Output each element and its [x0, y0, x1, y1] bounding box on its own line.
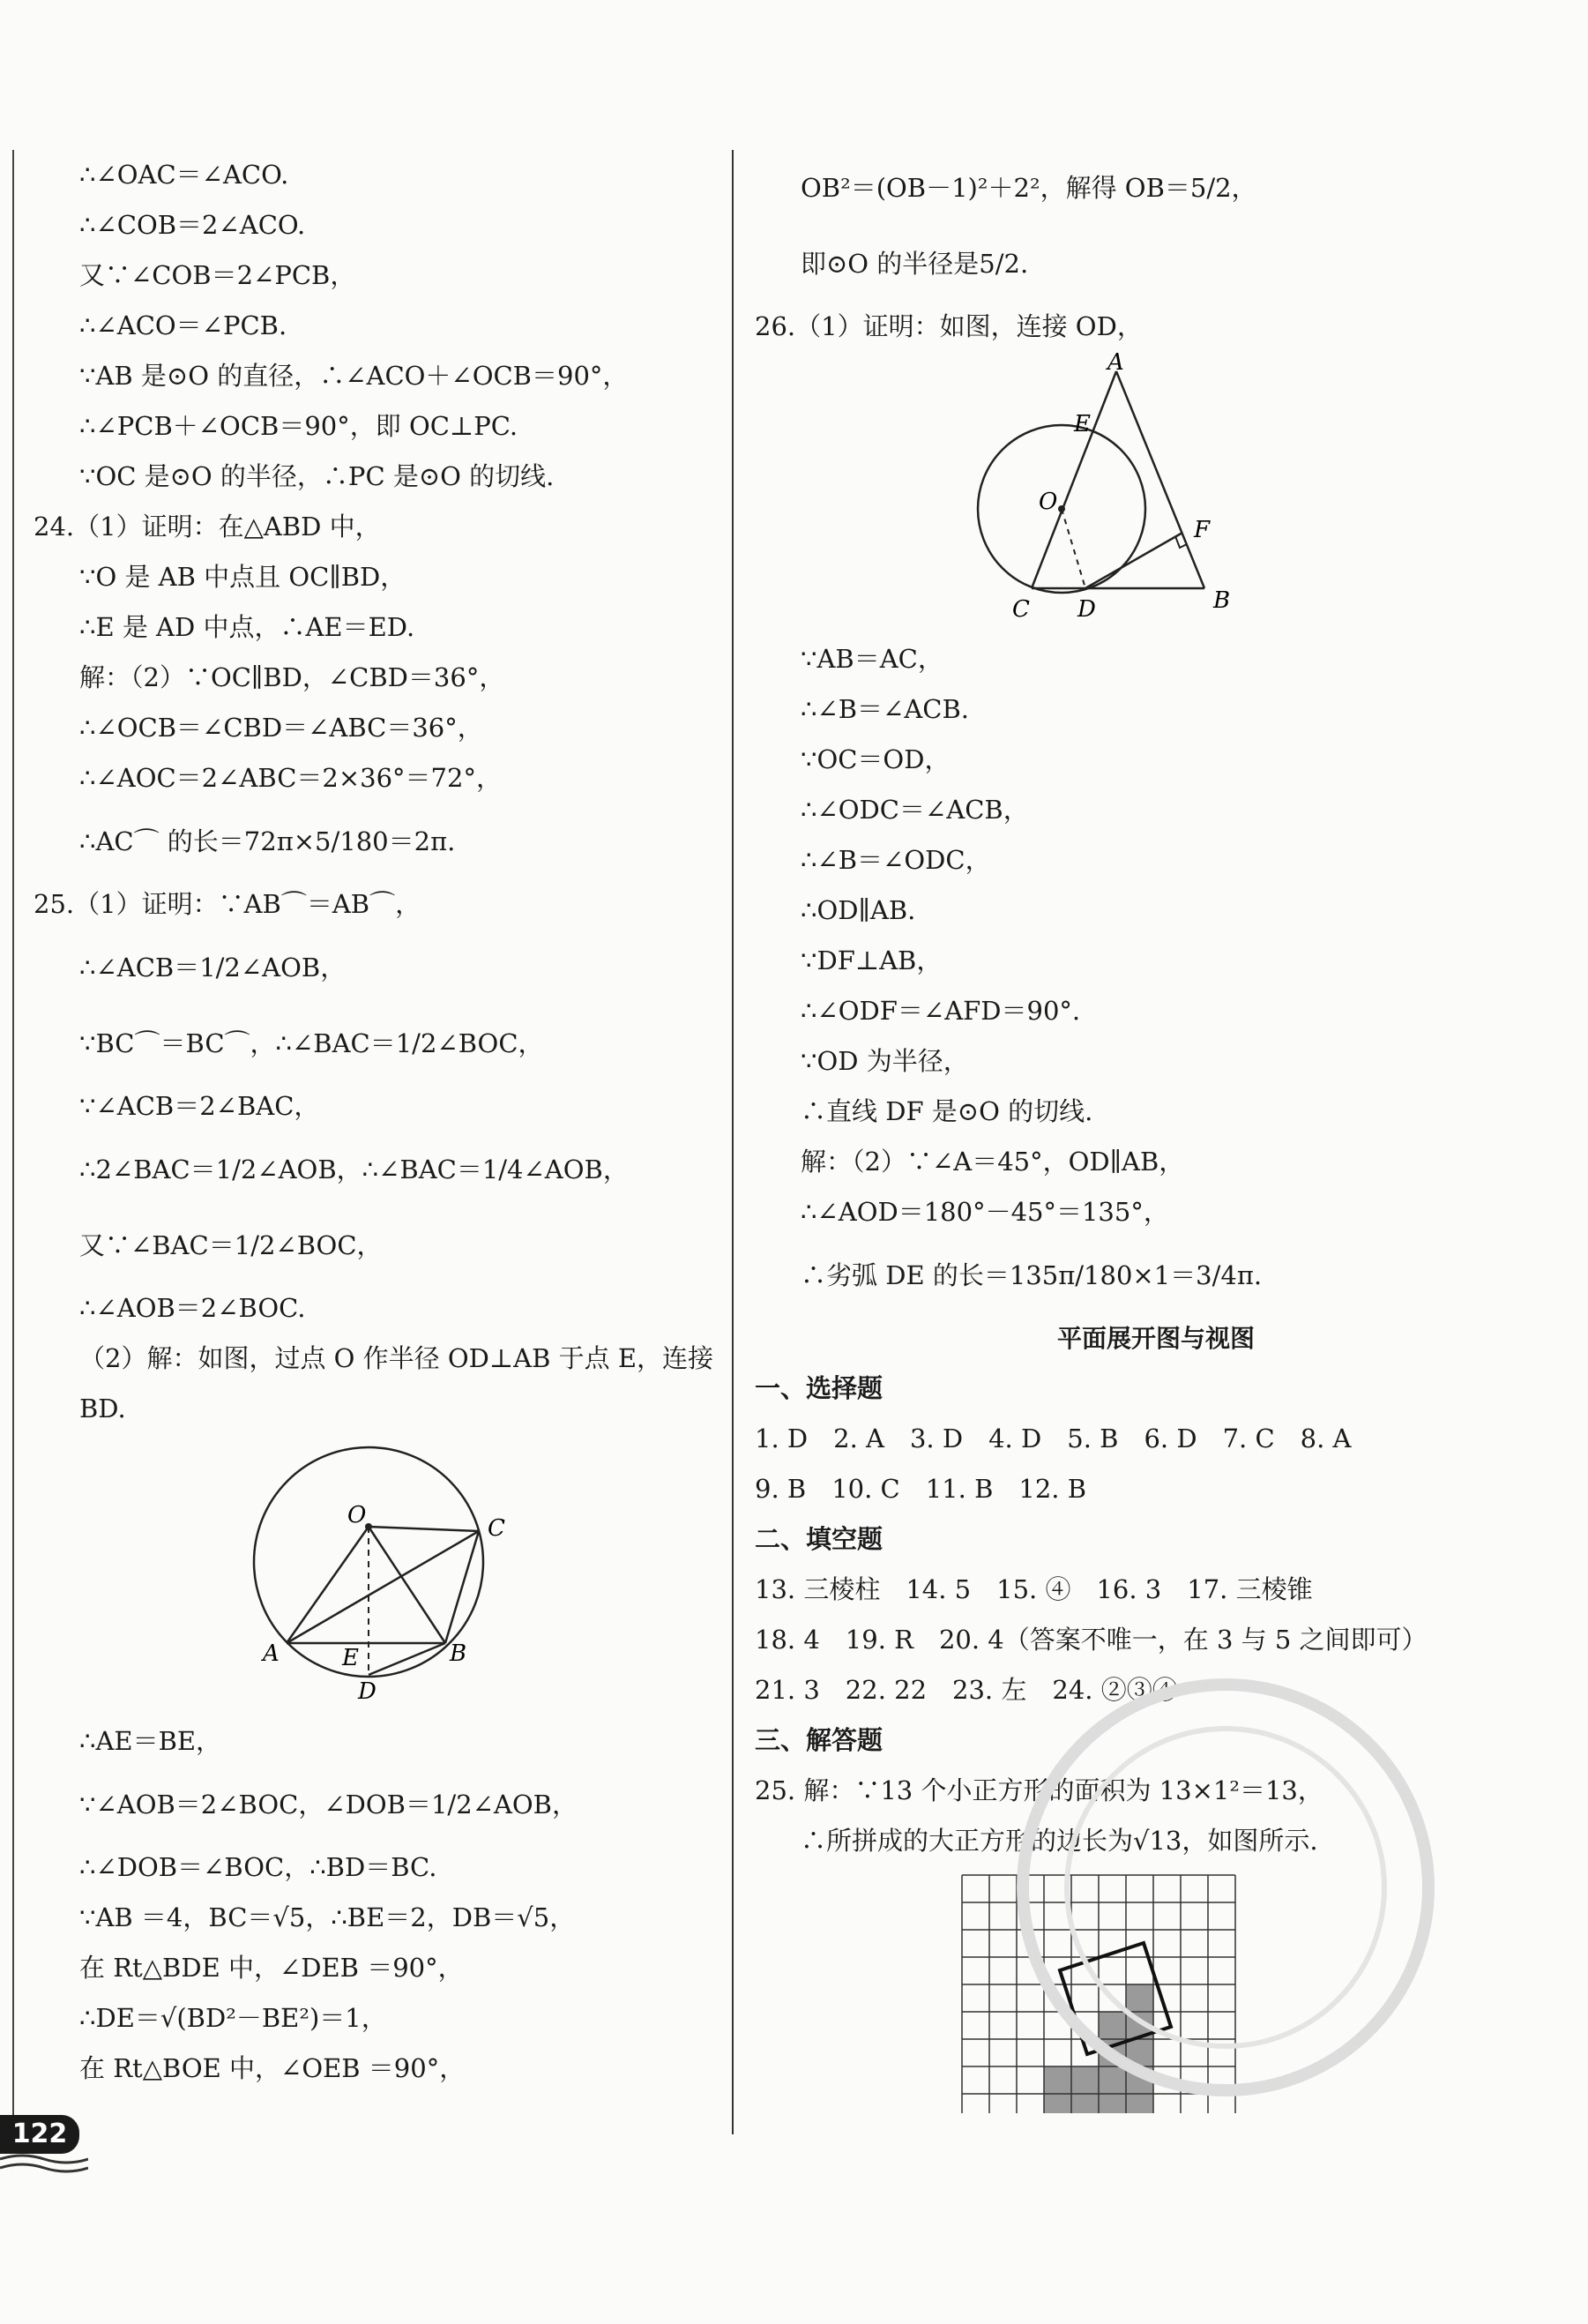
text-line: ∴AE＝BE，: [79, 1726, 222, 1756]
text-line: ∵OD 为半径，: [801, 1046, 969, 1076]
text-line: （2）解：如图，过点 O 作半径 OD⊥AB 于点 E，连接: [79, 1343, 714, 1373]
stamp-watermark: [1005, 1658, 1446, 2117]
solve-heading: 三、解答题: [755, 1725, 883, 1755]
text-line: ∵AB ＝4，BC＝√5，∴BE＝2，DB＝√5，: [79, 1902, 576, 1932]
label-b: B: [450, 1640, 467, 1667]
section-title: 平面展开图与视图: [1056, 1324, 1255, 1353]
text-line: ∵∠AOB＝2∠BOC，∠DOB＝1/2∠AOB，: [79, 1790, 578, 1820]
text-line: OB²＝(OB－1)²＋2²，解得 OB＝5/2，: [801, 173, 1257, 203]
side-ab: [1116, 371, 1204, 588]
text-line: ∴AC⌒ 的长＝72π×5/180＝2π.: [79, 826, 456, 856]
text-line: 在 Rt△BOE 中，∠OEB ＝90°，: [79, 2053, 466, 2083]
text-line: ∵AB 是⊙O 的直径，∴∠ACO＋∠OCB＝90°，: [79, 361, 629, 391]
text-line: ∴∠ODC＝∠ACB，: [801, 795, 1029, 825]
label-c: C: [488, 1515, 505, 1542]
text-line: ∴∠OAC＝∠ACO.: [79, 160, 289, 190]
circle-figure-q25: [34, 1434, 721, 1716]
label-c2: C: [1012, 596, 1030, 623]
fill-answers-row-3: 21. 3 22. 22 23. 左 24. ②③④: [755, 1675, 1178, 1705]
label-a: A: [263, 1640, 280, 1667]
solve-answer-2: ∴所拼成的大正方形的边长为√13，如图所示.: [801, 1826, 1318, 1856]
text-line: 25.（1）证明：∵AB⌒＝AB⌒，: [34, 889, 421, 919]
text-line: BD.: [79, 1394, 126, 1424]
triangle-figure-q26: [755, 352, 1557, 634]
fill-answers-row-2: 18. 4 19. R 20. 4（答案不唯一，在 3 与 5 之间即可）: [755, 1625, 1428, 1655]
left-margin-rule: [12, 150, 14, 2134]
text-line: ∴∠AOB＝2∠BOC.: [79, 1293, 306, 1323]
label-a2: A: [1107, 352, 1124, 376]
label-e2: E: [1074, 411, 1091, 437]
text-line: ∵∠ACB＝2∠BAC，: [79, 1091, 320, 1121]
label-d2: D: [1077, 596, 1096, 623]
solve-answer-1: 25. 解：∵13 个小正方形的面积为 13×1²＝13，: [755, 1775, 1323, 1805]
text-line: ∴E 是 AD 中点，∴AE＝ED.: [79, 612, 415, 642]
text-line: 在 Rt△BDE 中，∠DEB ＝90°，: [79, 1953, 464, 1983]
side-ac: [1032, 371, 1116, 588]
label-o: O: [347, 1502, 367, 1528]
segment-df: [1085, 533, 1182, 588]
left-text-block: [34, 150, 721, 1434]
circle-diagram: [34, 1434, 721, 1716]
text-line: 解：（2）∵∠A＝45°，OD∥AB，: [801, 1147, 1185, 1177]
fill-heading: 二、填空题: [755, 1524, 883, 1554]
text-line: 又∵∠COB＝2∠PCB，: [79, 260, 356, 290]
segment-oa: [287, 1527, 369, 1643]
column-divider: [732, 150, 734, 2134]
text-line: 即⊙O 的半径是5/2.: [801, 249, 1029, 279]
right-text-block-top: [755, 150, 1557, 352]
page-number-badge: 122: [0, 2115, 79, 2154]
left-text-block-2: [34, 1716, 721, 2094]
left-column: [34, 150, 721, 2094]
fill-answers-row-1: 13. 三棱柱 14. 5 15. ④ 16. 3 17. 三棱锥: [755, 1574, 1313, 1604]
text-line: ∴∠B＝∠ODC，: [801, 845, 991, 875]
text-line: ∴∠PCB＋∠OCB＝90°，即 OC⊥PC.: [79, 411, 518, 441]
text-line: ∵O 是 AB 中点且 OC∥BD，: [79, 562, 406, 592]
choice-answers-row-1: 1. D 2. A 3. D 4. D 5. B 6. D 7. C 8. A: [755, 1424, 1352, 1453]
label-d: D: [358, 1678, 376, 1705]
text-line: ∴∠B＝∠ACB.: [801, 694, 970, 724]
text-line: ∴∠OCB＝∠CBD＝∠ABC＝36°，: [79, 713, 483, 743]
text-line: ∴∠ODF＝∠AFD＝90°.: [801, 996, 1081, 1026]
text-line: ∴2∠BAC＝1/2∠AOB，∴∠BAC＝1/4∠AOB，: [79, 1155, 629, 1184]
text-line: ∵BC⌒＝BC⌒，∴∠BAC＝1/2∠BOC，: [79, 1028, 544, 1058]
choice-answers-row-2: 9. B 10. C 11. B 12. B: [755, 1474, 1087, 1504]
text-line: ∵OC 是⊙O 的半径，∴PC 是⊙O 的切线.: [79, 461, 555, 491]
label-o2: O: [1039, 489, 1058, 515]
segment-oc: [369, 1527, 479, 1531]
text-line: ∴∠ACO＝∠PCB.: [79, 310, 287, 340]
text-line: ∴OD∥AB.: [801, 895, 916, 925]
label-f2: F: [1194, 517, 1211, 543]
text-line: ∴DE＝√(BD²－BE²)＝1，: [79, 2003, 387, 2033]
text-line: ∴∠AOD＝180°－45°＝135°，: [801, 1197, 1169, 1227]
text-line: ∴∠DOB＝∠BOC，∴BD＝BC.: [79, 1852, 437, 1882]
triangle-diagram: [755, 352, 1557, 634]
text-line: ∴∠ACB＝1/2∠AOB，: [79, 953, 347, 983]
text-line: 26.（1）证明：如图，连接 OD，: [755, 311, 1143, 341]
right-text-block-mid: [755, 634, 1557, 1313]
text-line: ∵DF⊥AB，: [801, 945, 943, 975]
text-line: ∵OC＝OD，: [801, 744, 951, 774]
segment-od-dashed-2: [1062, 509, 1085, 588]
text-line: ∵AB＝AC，: [801, 644, 943, 674]
text-line: 解：（2）∵OC∥BD，∠CBD＝36°，: [79, 662, 505, 692]
choice-heading: 一、选择题: [755, 1373, 883, 1403]
text-line: ∴∠AOC＝2∠ABC＝2×36°＝72°，: [79, 763, 502, 793]
text-line: ∴直线 DF 是⊙O 的切线.: [801, 1096, 1093, 1126]
segment-ob: [369, 1527, 445, 1643]
text-line: 又∵∠BAC＝1/2∠BOC，: [79, 1230, 383, 1260]
text-line: ∴∠COB＝2∠ACO.: [79, 210, 306, 240]
text-line: ∴劣弧 DE 的长＝135π/180×1＝3/4π.: [801, 1260, 1263, 1290]
label-e: E: [342, 1645, 359, 1671]
point-o2: [1058, 505, 1065, 512]
text-line: 24.（1）证明：在△ABD 中，: [34, 512, 381, 542]
label-b2: B: [1213, 587, 1231, 614]
wave-decoration: [0, 2152, 88, 2178]
